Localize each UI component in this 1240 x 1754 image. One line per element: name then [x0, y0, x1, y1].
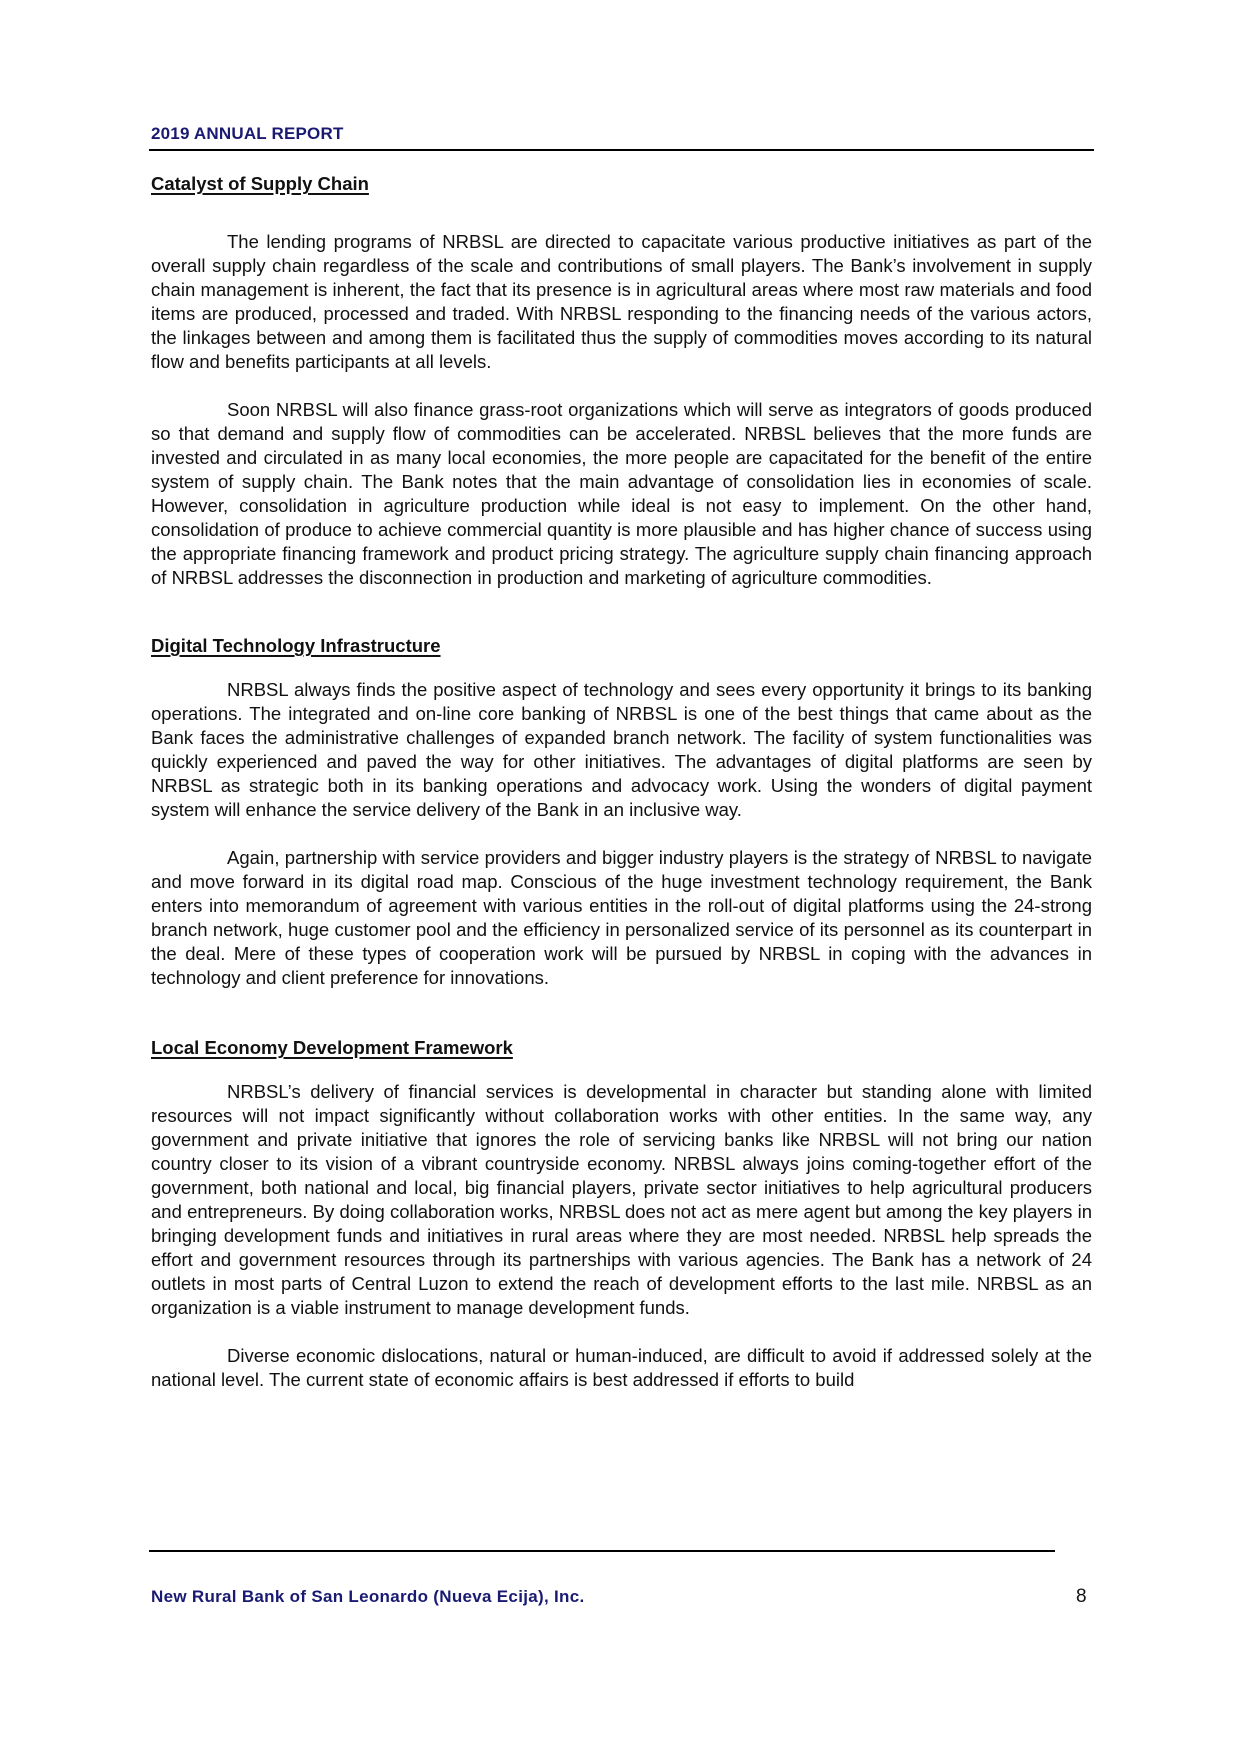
paragraph: NRBSL’s delivery of financial services is developmental in character but standing alone with limited resources will not impact significantly without collaboration works with other entities. In the same way, any government and private initiative that ignores the role of servicing banks like NRBSL will not bring our nation country closer to its vision of a vibrant countryside economy. NRBSL always joins coming-together effort of the government, both national and local, big financial players, private sector initiatives to help agricultural producers and entrepreneurs. By doing collaboration works, NRBSL does not act as mere agent but among the key players in bringing development funds and initiatives in rural areas where they are most needed. NRBSL help spreads the effort and government resources through its partnerships with various agencies. The Bank has a network of 24 outlets in most parts of Central Luzon to extend the reach of development efforts to the last mile. NRBSL as an organization is a viable instrument to manage development funds.	[151, 1081, 1092, 1318]
paragraph: Again, partnership with service providers and bigger industry players is the strategy of NRBSL to navigate and move forward in its digital road map. Conscious of the huge investment technology requirement, the Bank enters into memorandum of agreement with various entities in the roll-out of digital platforms using the 24-strong branch network, huge customer pool and the efficiency in personalized service of its personnel as its counterpart in the deal. Mere of these types of cooperation work will be pursued by NRBSL in coping with the advances in technology and client preference for innovations.	[151, 847, 1092, 988]
paragraph: NRBSL always finds the positive aspect of technology and sees every opportunity it brings to its banking operations. The integrated and on-line core banking of NRBSL is one of the best things that came about as the Bank faces the administrative challenges of expanded branch network. The facility of system functionalities was quickly experienced and paved the way for other initiatives. The advantages of digital platforms are seen by NRBSL as strategic both in its banking operations and advocacy work. Using the wonders of digital payment system will enhance the service delivery of the Bank in an inclusive way.	[151, 679, 1092, 820]
section-heading-local-economy: Local Economy Development Framework	[151, 1037, 513, 1058]
header-divider	[149, 149, 1094, 151]
section-heading-digital-technology: Digital Technology Infrastructure	[151, 635, 441, 656]
footer-organization-name: New Rural Bank of San Leonardo (Nueva Ecija), Inc.	[151, 1587, 585, 1606]
paragraph: Diverse economic dislocations, natural or human-induced, are difficult to avoid if addressed solely at the national level. The current state of economic affairs is best addressed if efforts to build	[151, 1345, 1092, 1390]
paragraph: Soon NRBSL will also finance grass-root organizations which will serve as integrators of goods produced so that demand and supply flow of commodities can be accelerated. NRBSL believes that the more funds are invested and circulated in as many local economies, the more people are capacitated for the benefit of the entire system of supply chain. The Bank notes that the main advantage of consolidation lies in economies of scale. However, consolidation in agriculture production while ideal is not easy to implement. On the other hand, consolidation of produce to achieve commercial quantity is more plausible and has higher chance of success using the appropriate financing framework and product pricing strategy. The agriculture supply chain financing approach of NRBSL addresses the disconnection in production and marketing of agriculture commodities.	[151, 399, 1092, 588]
section-heading-supply-chain: Catalyst of Supply Chain	[151, 173, 369, 194]
footer-divider	[149, 1550, 1055, 1552]
paragraph: The lending programs of NRBSL are directed to capacitate various productive initiatives as part of the overall supply chain regardless of the scale and contributions of small players. The Bank’s involvement in supply chain management is inherent, the fact that its presence is in agricultural areas where most raw materials and food items are produced, processed and traded. With NRBSL responding to the financing needs of the various actors, the linkages between and among them is facilitated thus the supply of commodities moves according to its natural flow and benefits participants at all levels.	[151, 231, 1092, 372]
page-number: 8	[1076, 1586, 1087, 1607]
page-content	[151, 172, 1092, 1392]
report-header-title: 2019 ANNUAL REPORT	[151, 124, 344, 143]
